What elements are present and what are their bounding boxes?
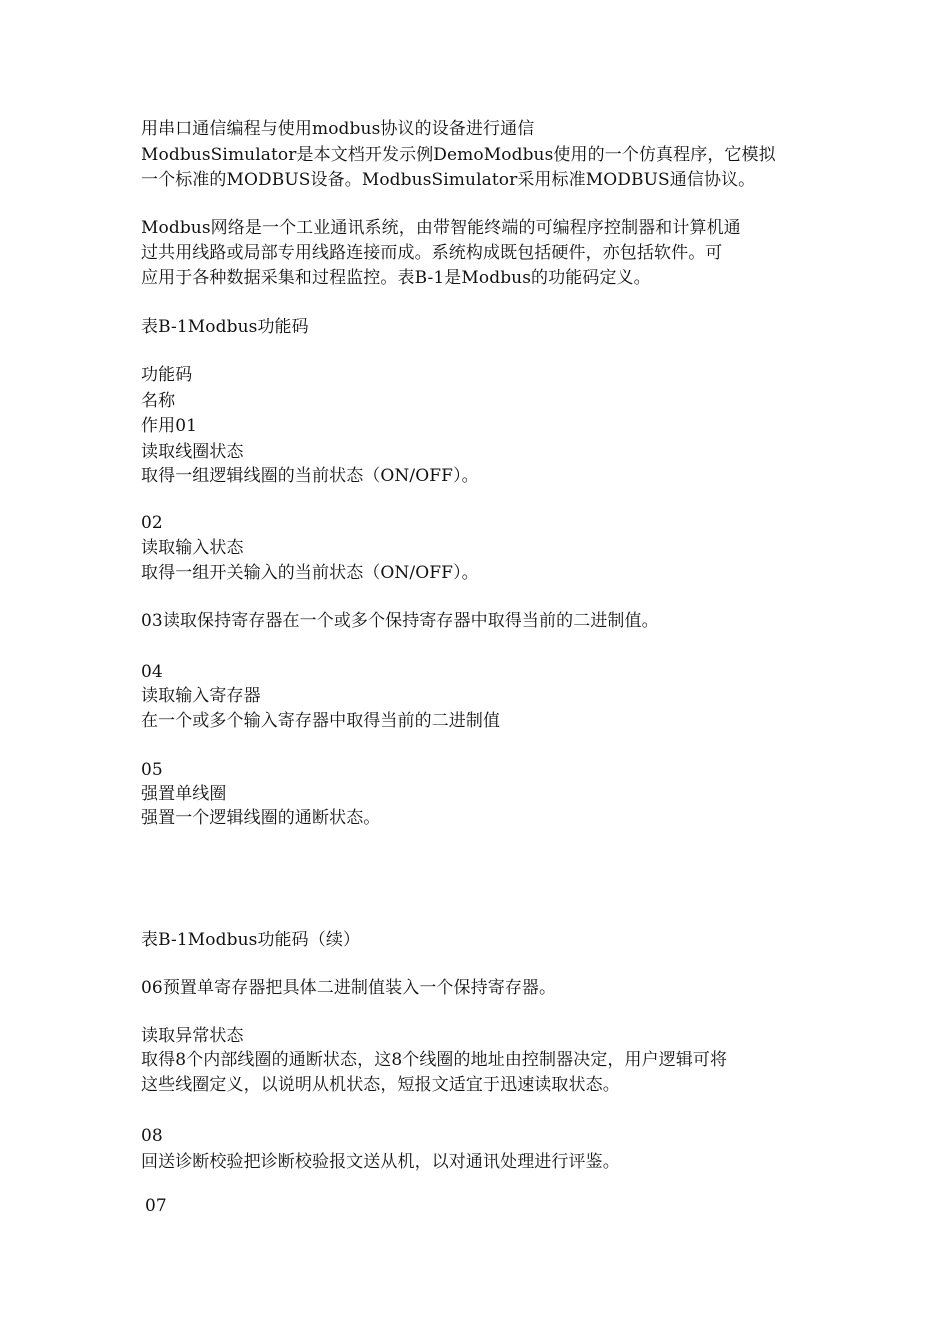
table-cell: 取得一组逻辑线圈的当前状态（ON/OFF）。: [141, 466, 479, 486]
table-cell: 取得一组开关输入的当前状态（ON/OFF）。: [141, 563, 479, 583]
table-cell: 强置一个逻辑线圈的通断状态。: [141, 808, 381, 828]
table-cell: 05: [141, 760, 163, 780]
paragraph-line: 过共用线路或局部专用线路连接而成。系统构成既包括硬件，亦包括软件。可: [141, 243, 723, 263]
table-cell: 读取异常状态: [141, 1026, 244, 1046]
paragraph-line: 应用于各种数据采集和过程监控。表B-1是Modbus的功能码定义。: [141, 268, 651, 288]
table-cell: 02: [141, 513, 163, 533]
table-cell: 07: [145, 1196, 167, 1216]
paragraph-line: ModbusSimulator是本文档开发示例DemoModbus使用的一个仿真程序，它模拟: [141, 145, 776, 165]
table-cell: 08: [141, 1126, 163, 1146]
table-header-purpose: 作用01: [141, 416, 198, 436]
table-cell: 读取线圈状态: [141, 442, 244, 462]
table-cell: 回送诊断校验把诊断校验报文送从机，以对通讯处理进行评鉴。: [141, 1152, 620, 1172]
table-cell: 读取输入寄存器: [141, 686, 261, 706]
table-cell: 读取输入状态: [141, 538, 244, 558]
table-header-code: 功能码: [141, 365, 193, 385]
table-cell: 04: [141, 662, 163, 682]
table-header-name: 名称: [141, 391, 176, 411]
table-cell: 06预置单寄存器把具体二进制值装入一个保持寄存器。: [141, 978, 557, 998]
table-cell: 取得8个内部线圈的通断状态，这8个线圈的地址由控制器决定，用户逻辑可将: [141, 1050, 728, 1070]
table-caption-continued: 表B-1Modbus功能码（续）: [141, 930, 361, 950]
table-cell: 在一个或多个输入寄存器中取得当前的二进制值: [141, 711, 501, 731]
paragraph-line: 一个标准的MODBUS设备。ModbusSimulator采用标准MODBUS通信协议。: [141, 170, 756, 190]
table-cell: 03读取保持寄存器在一个或多个保持寄存器中取得当前的二进制值。: [141, 611, 659, 631]
table-cell: 强置单线圈: [141, 784, 227, 804]
table-caption: 表B-1Modbus功能码: [141, 317, 309, 337]
table-cell: 这些线圈定义，以说明从机状态，短报文适宜于迅速读取状态。: [141, 1075, 620, 1095]
paragraph-line: Modbus网络是一个工业通讯系统，由带智能终端的可编程序控制器和计算机通: [141, 218, 741, 238]
doc-title: 用串口通信编程与使用modbus协议的设备进行通信: [141, 119, 535, 139]
